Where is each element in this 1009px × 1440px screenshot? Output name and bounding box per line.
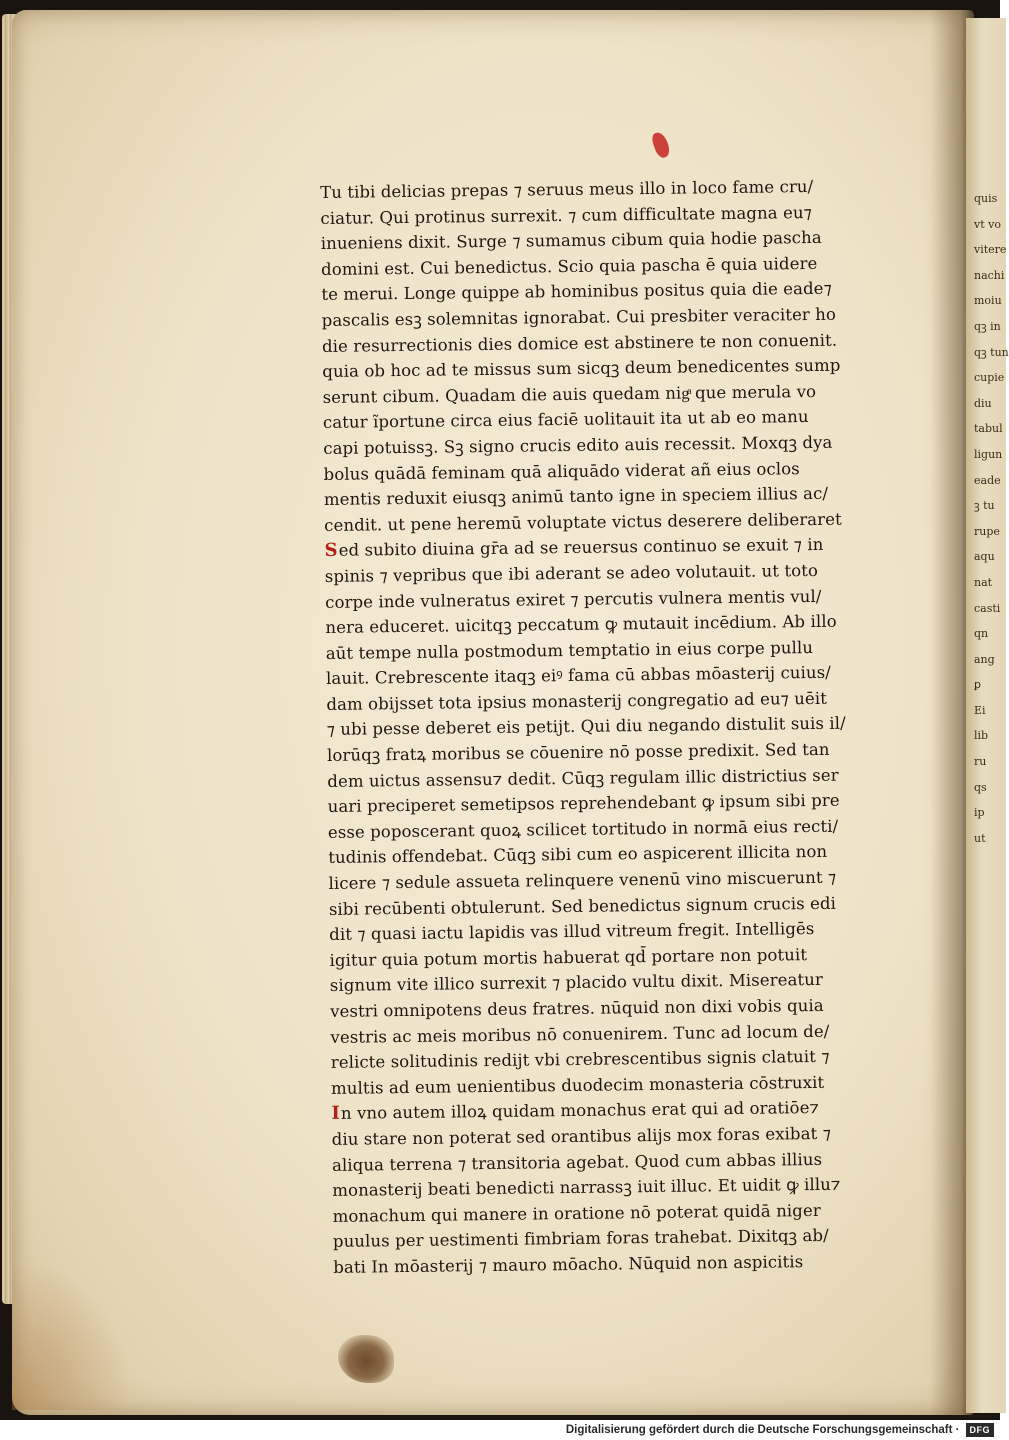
facing-page-fragment: quis	[974, 192, 998, 205]
line-text: Tu tibi delicias prepas ⁊ seruus meus illo in loco fame cru/	[320, 176, 814, 202]
line-text: cendit. ut pene heremū voluptate victus deserere deliberaret	[324, 509, 842, 535]
facing-page-fragment: ut	[974, 831, 986, 845]
facing-page-fragment: vitere	[974, 243, 1007, 257]
facing-page-fragment: qꝫ in	[974, 319, 1001, 333]
facing-page-fragment: ligun	[974, 447, 1003, 461]
facing-page-fragment: ip	[974, 806, 985, 820]
facing-page-fragment: tabul	[974, 422, 1003, 436]
facing-page-fragment: qs	[974, 780, 987, 794]
rubricated-initial: I	[331, 1103, 341, 1125]
line-text: die resurrectionis dies domice est abstinere te non conuenit.	[321, 330, 838, 356]
facing-page-fragment: cupie	[974, 371, 1005, 385]
line-text: quia ob hoc ad te missus sum sicqꝫ deum benedicentes sump	[322, 355, 841, 382]
facing-page-fragment: lib	[974, 729, 989, 743]
text-block	[320, 173, 893, 1280]
facing-page-fragment: rupe	[974, 524, 1000, 538]
facing-page-fragment: moiu	[974, 294, 1002, 308]
line-text: ⁊ ubi pesse deberet eis petijt. Qui diu negando distulit suis il/	[326, 714, 846, 740]
facing-page-fragment: qꝫ tun	[974, 345, 1009, 359]
line-text: vestri omnipotens deus fratres. nūquid non dixi vobis quia	[330, 995, 824, 1021]
line-text: spinis ⁊ vepribus que ibi aderant se adeo volutauit. ut toto	[324, 560, 819, 586]
line-text: sibi recūbenti obtulerunt. Sed benedictus signum crucis edi	[328, 893, 837, 919]
footer-bar	[0, 1420, 1000, 1440]
line-text: n vno autem illoꝝ quidam monachus erat qui ad oratiōe⁊	[340, 1098, 820, 1124]
line-text: lorūqꝫ fratꝝ moribus se cōuenire nō posse predixit. Sed tan	[326, 739, 830, 766]
line-text: corpe inde vulneratus exiret ⁊ percutis vulnera mentis vul/	[325, 586, 822, 612]
line-text: uari preciperet semetipsos reprehendebant ꝙ ipsum sibi pre	[327, 790, 840, 817]
line-text: te merui. Longe quippe ab hominibus positus quia die eade⁊	[321, 279, 832, 305]
line-text: igitur quia potum mortis habuerat qd̄ portare non potuit	[329, 944, 808, 970]
line-text: bolus quādā feminam quā aliquādo viderat añ eius oclos	[323, 458, 800, 484]
line-text: vestris ac meis moribus nō conuenirem. Tunc ad locum de/	[330, 1021, 830, 1047]
line-text: monachum qui manere in oratione nō poterat quidā niger	[332, 1200, 821, 1226]
facing-page-fragment: diu	[974, 396, 992, 410]
line-text: pascalis esꝫ solemnitas ignorabat. Cui presbiter veraciter ho	[321, 304, 837, 330]
line-text: puulus per uestimenti fimbriam foras trahebat. Dixitqꝫ ab/	[332, 1226, 829, 1252]
line-text: dit ⁊ quasi iactu lapidis vas illud vitreum fregit. Intelligēs	[329, 919, 815, 945]
facing-page-fragment: qn	[974, 627, 989, 641]
right-page-edge	[966, 18, 1009, 1413]
facing-page-fragment: nachi	[974, 268, 1005, 282]
line-text: monasterij beati benedicti narrassꝫ iuit illuc. Et uidit ꝙ illu⁊	[332, 1174, 841, 1201]
line-text: dem uictus assensu⁊ dedit. Cūqꝫ regulam illic districtius ser	[327, 765, 839, 791]
facing-page-fragment: nat	[974, 575, 993, 589]
line-text: signum vite illico surrexit ⁊ placido vultu dixit. Misereatur	[329, 970, 824, 996]
facing-page-fragment: vt vo	[974, 217, 1001, 231]
line-text: dam obijsset tota ipsius monasterij congregatio ad eu⁊ uēit	[326, 688, 828, 714]
facing-page-fragment: ru	[974, 755, 987, 769]
line-text: domini est. Cui benedictus. Scio quia pascha ē quia uidere	[320, 253, 818, 279]
rubricated-initial: S	[324, 540, 338, 562]
line-text: licere ⁊ sedule assueta relinquere venenū vino miscuerunt ⁊	[328, 867, 837, 893]
line-text: tudinis offendebat. Cūqꝫ sibi cum eo aspicerent illicita non	[328, 842, 828, 868]
line-text: ed subito diuina gr̄a ad se reuersus continuo se exuit ⁊ in	[338, 535, 824, 561]
line-text: diu stare non poterat sed orantibus alijs mox foras exibat ⁊	[331, 1123, 832, 1149]
line-text: catur ĩportune circa eius faciē uolitauit ita ut ab eo manu	[322, 407, 809, 433]
facing-page-fragment: ang	[974, 652, 995, 666]
line-text: relicte solitudinis redijt vbi crebrescentibus signis clatuit ⁊	[330, 1047, 830, 1073]
facing-page-fragment: eade	[974, 473, 1001, 487]
line-text: inueniens dixit. Surge ⁊ sumamus cibum quia hodie pascha	[320, 228, 822, 254]
facing-page-fragment: Ei	[974, 703, 986, 717]
facing-page-fragment: ꝫ tu	[974, 499, 995, 513]
line-text: lauit. Crebrescente itaqꝫ eiꝰ fama cū abbas mōasterij cuius/	[325, 663, 832, 689]
line-text: mentis reduxit eiusqꝫ animū tanto igne in speciem illius ac/	[323, 483, 829, 510]
facing-page-fragment: aqu	[974, 550, 995, 564]
line-text: esse poposcerant quoꝝ scilicet tortitudo in normā eius recti/	[327, 816, 839, 842]
line-text: bati In mōasterij ⁊ mauro mōacho. Nūquid non aspicitis	[333, 1252, 804, 1277]
line-text: aūt tempe nulla postmodum temptatio in eius corpe pullu	[325, 637, 814, 663]
line-text: nera educeret. uicitqꝫ peccatum ꝙ mutauit incēdium. Ab illo	[325, 611, 837, 638]
facing-page-fragment: casti	[974, 601, 1001, 615]
line-text: capi potuissꝫ. Sꝫ signo crucis edito auis recessit. Moxqꝫ dya	[323, 432, 833, 458]
line-text: multis ad eum uenientibus duodecim monasteria cōstruxit	[330, 1072, 825, 1098]
line-text: aliqua terrena ⁊ transitoria agebat. Quod cum abbas illius	[331, 1149, 823, 1175]
dfg-logo: DFG	[966, 1423, 995, 1437]
line-text: serunt cibum. Quadam die auis quedam nigͣ que merula vo	[322, 381, 817, 407]
water-stain-corner	[12, 1260, 132, 1410]
facing-page-fragment: ꝑ	[974, 678, 981, 692]
line-text: ciatur. Qui protinus surrexit. ⁊ cum difficultate magna eu⁊	[320, 202, 813, 228]
funding-credit: Digitalisierung gefördert durch die Deutsche Forschungsgemeinschaft ·	[565, 1424, 960, 1436]
